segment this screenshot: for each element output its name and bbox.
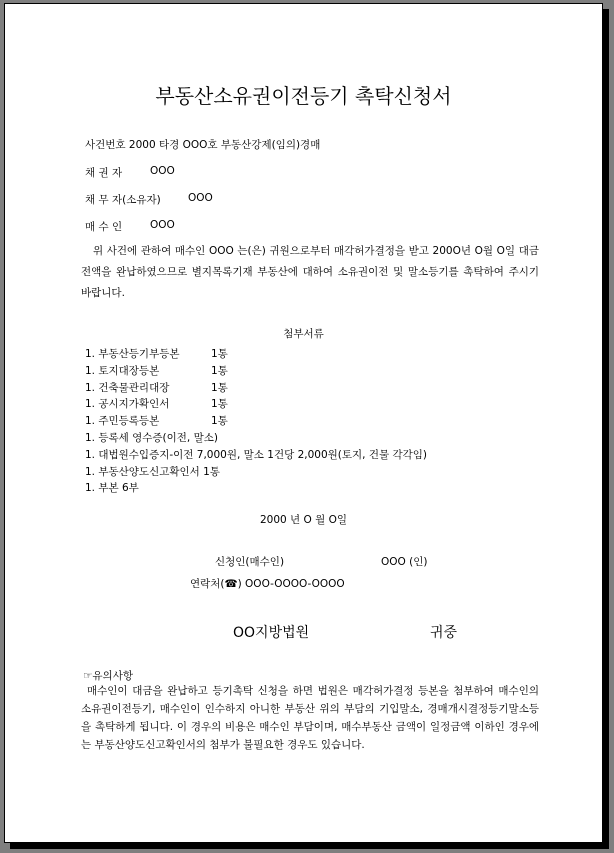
court-suffix: 귀중 xyxy=(430,625,458,641)
court-name: OO지방법원 xyxy=(233,625,310,641)
document-page xyxy=(4,3,603,843)
attachment-item: 1. 부본 6부 xyxy=(85,482,139,495)
page-shadow-right xyxy=(603,9,609,849)
buyer-label: 매 수 인 xyxy=(85,221,123,233)
notes-text: 매수인이 대금을 완납하고 등기촉탁 신청을 하면 법원은 매각허가결정 등본을 첨부하여 매수인의 소유권이전등기, 매수인이 인수하지 아니한 부동산 위의 부담의 기입말소, 경매개시결정등기말소등을 촉탁하게 됩니다. 이 경우의 비용은 매수인 부담이며, 매수부동산 금액이 일정금액 이하인 경우에는 부동산양도신고확인서의 첨부가 불필요한 경우도 있습니다. xyxy=(81,685,539,751)
attachment-item: 1. 공시지가확인서 1통 xyxy=(85,398,228,411)
case-number: 사건번호 2000 타경 OOO호 부동산강제(임의)경매 xyxy=(85,139,321,151)
attachment-item: 1. 대법원수입증지-이전 7,000원, 말소 1건당 2,000원(토지, 건물 각각임) xyxy=(85,448,427,461)
attachment-item: 1. 건축물관리대장 1통 xyxy=(85,381,228,394)
document-title: 부동산소유권이전등기 촉탁신청서 xyxy=(155,84,452,108)
attachment-item: 1. 부동산등기부등본 1통 xyxy=(85,348,228,360)
attachments-list xyxy=(85,346,427,497)
applicant-label: 신청인(매수인) xyxy=(215,556,285,568)
buyer-value: OOO xyxy=(150,219,175,231)
page-shadow-bottom xyxy=(10,843,609,849)
attachment-item: 1. 주민등록등본 1통 xyxy=(85,415,228,428)
creditor-value: OOO xyxy=(150,165,175,177)
applicant-contact: 연락처(☎) OOO-OOOO-OOOO xyxy=(190,578,345,590)
application-date: 2000 년 O 월 O일 xyxy=(259,514,348,526)
attachment-item: 1. 부동산양도신고확인서 1통 xyxy=(85,465,220,478)
debtor-value: OOO xyxy=(188,192,213,204)
attachment-item: 1. 등록세 영수증(이전, 말소) xyxy=(85,431,218,444)
attachments-heading: 첨부서류 xyxy=(283,328,324,340)
notes-heading: ☞유의사항 xyxy=(83,670,133,682)
debtor-label: 채 무 자(소유자) xyxy=(85,194,161,206)
applicant-name: OOO (인) xyxy=(381,556,428,568)
attachment-item: 1. 토지대장등본 1통 xyxy=(85,364,228,377)
creditor-label: 채 권 자 xyxy=(85,167,123,179)
request-body: 위 사건에 관하여 매수인 OOO 는(은) 귀원으로부터 매각허가결정을 받고 200O년 O월 O일 대금전액을 완납하였으므로 별지목록기재 부동산에 대하여 소유권이전 및 말소등기를 촉탁하여 주시기 바랍니다. xyxy=(81,245,539,299)
